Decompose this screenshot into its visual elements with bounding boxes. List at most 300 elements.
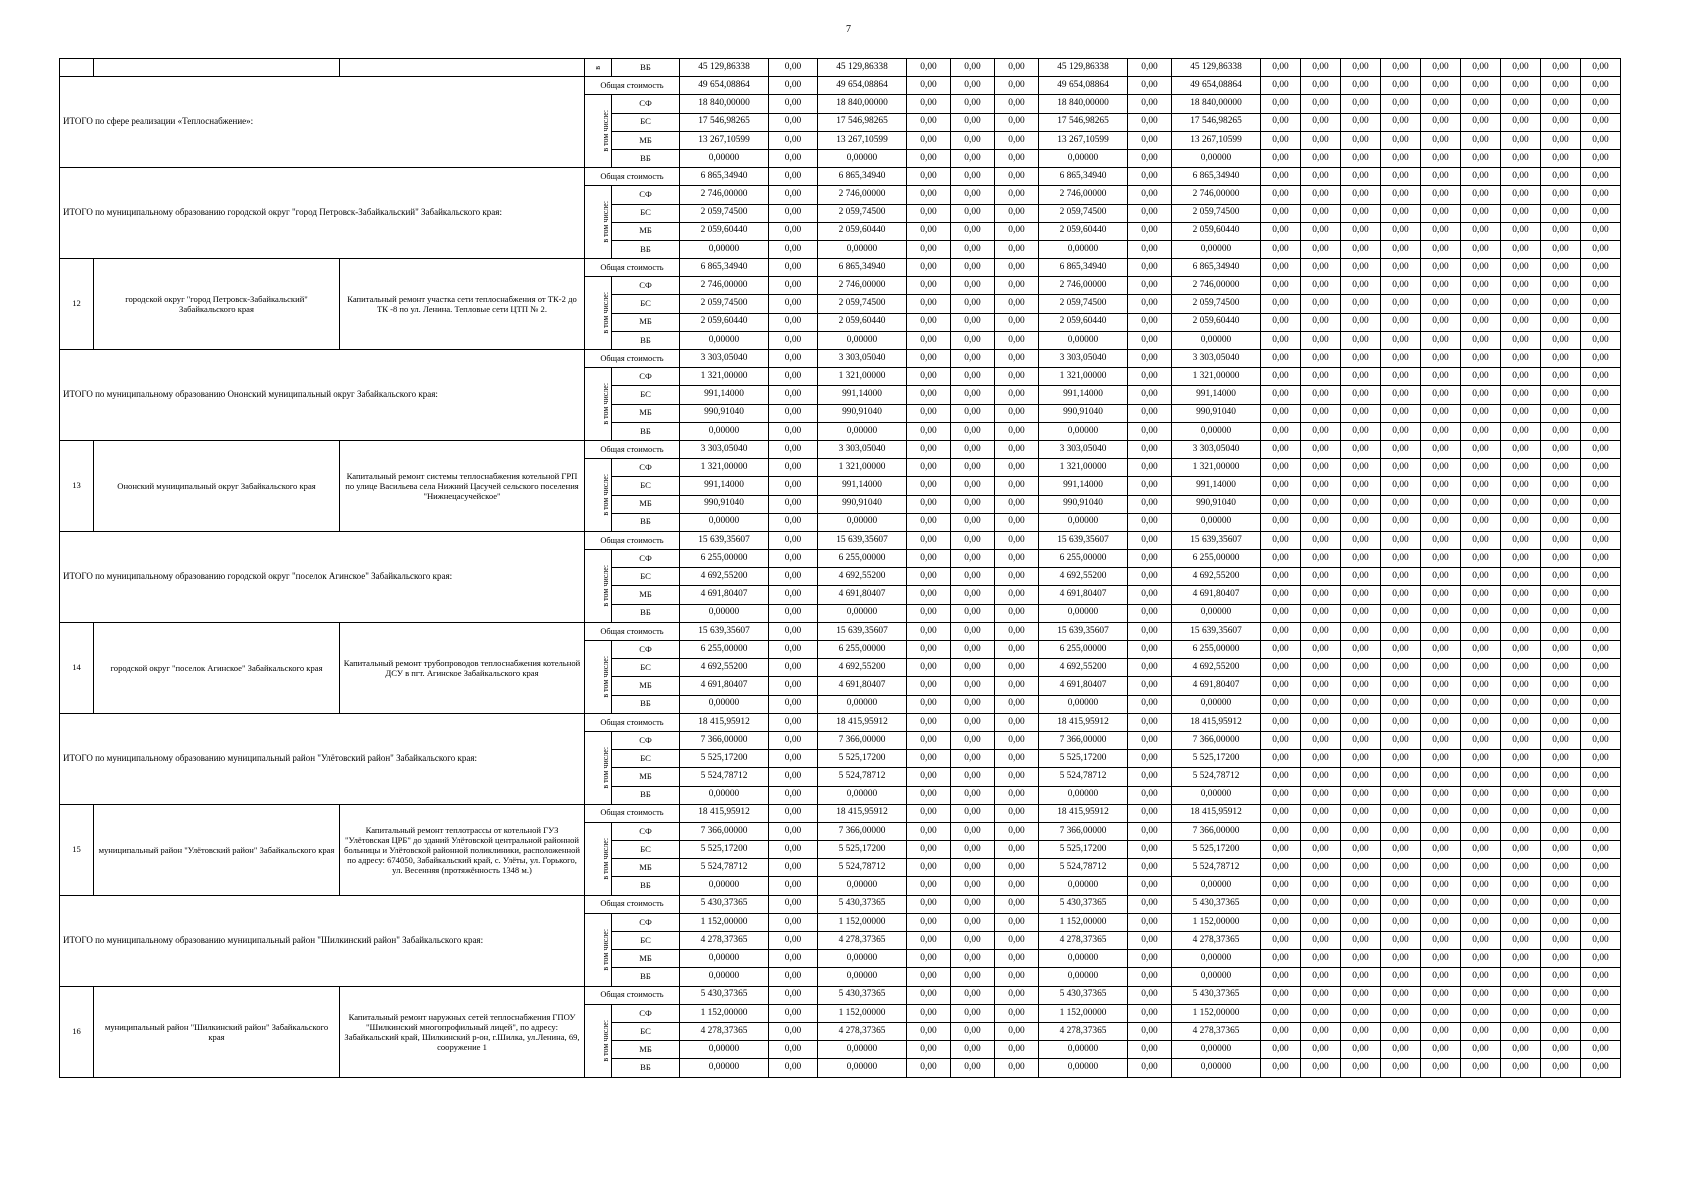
value-cell: 0,00 <box>995 677 1039 695</box>
value-cell: 1 152,00000 <box>680 1004 769 1022</box>
value-cell: 0,00 <box>769 77 818 95</box>
category-cell: ВБ <box>612 877 680 895</box>
value-cell: 2 746,00000 <box>1172 186 1261 204</box>
value-cell: 0,00 <box>1501 913 1541 931</box>
value-cell: 15 639,35607 <box>818 622 907 640</box>
value-cell: 0,00 <box>1128 932 1172 950</box>
vertical-label: в том числе: <box>601 474 611 516</box>
value-cell: 0,00 <box>1541 531 1581 549</box>
value-cell: 0,00 <box>769 568 818 586</box>
value-cell: 0,00 <box>995 186 1039 204</box>
value-cell: 7 366,00000 <box>1039 822 1128 840</box>
value-cell: 0,00 <box>1581 677 1621 695</box>
value-cell: 2 059,74500 <box>818 204 907 222</box>
value-cell: 0,00000 <box>1172 877 1261 895</box>
value-cell: 0,00 <box>1381 368 1421 386</box>
value-cell: 15 639,35607 <box>1172 531 1261 549</box>
value-cell: 0,00 <box>1261 131 1301 149</box>
value-cell: 0,00 <box>1421 113 1461 131</box>
value-cell: 18 840,00000 <box>1172 95 1261 113</box>
table-row <box>60 986 1659 1004</box>
value-cell: 0,00 <box>1421 586 1461 604</box>
value-cell: 0,00 <box>995 822 1039 840</box>
value-cell: 0,00 <box>1461 459 1501 477</box>
value-cell: 2 059,60440 <box>1039 313 1128 331</box>
value-cell: 0,00 <box>769 804 818 822</box>
value-cell: 0,00 <box>769 186 818 204</box>
in-that-number-label <box>585 368 612 441</box>
category-cell: СФ <box>612 822 680 840</box>
value-cell: 0,00 <box>1261 804 1301 822</box>
itogo-title: ИТОГО по муниципальному образованию Ононский муниципальный округ Забайкальского края: <box>60 350 585 441</box>
value-cell: 0,00000 <box>1172 422 1261 440</box>
value-cell: 0,00 <box>1261 877 1301 895</box>
category-cell: БС <box>612 295 680 313</box>
value-cell: 15 639,35607 <box>1039 531 1128 549</box>
value-cell: 0,00000 <box>1172 968 1261 986</box>
value-cell: 0,00 <box>995 204 1039 222</box>
value-cell: 0,00 <box>1541 641 1581 659</box>
value-cell: 0,00 <box>1421 422 1461 440</box>
value-cell: 0,00 <box>1581 804 1621 822</box>
value-cell: 0,00 <box>1301 495 1341 513</box>
value-cell: 5 524,78712 <box>680 768 769 786</box>
value-cell: 0,00 <box>1581 204 1621 222</box>
value-cell: 0,00 <box>1541 822 1581 840</box>
value-cell: 0,00 <box>1261 841 1301 859</box>
value-cell: 0,00000 <box>680 1041 769 1059</box>
value-cell: 0,00 <box>1381 277 1421 295</box>
category-cell: ВБ <box>612 240 680 258</box>
value-cell: 0,00 <box>769 768 818 786</box>
value-cell: 0,00 <box>1501 950 1541 968</box>
value-cell: 0,00 <box>1261 768 1301 786</box>
value-cell: 2 059,60440 <box>1039 222 1128 240</box>
value-cell: 0,00 <box>1341 77 1381 95</box>
value-cell: 0,00 <box>1261 277 1301 295</box>
value-cell: 2 746,00000 <box>818 186 907 204</box>
value-cell: 0,00 <box>1581 295 1621 313</box>
value-cell: 0,00 <box>1261 568 1301 586</box>
category-cell: МБ <box>612 222 680 240</box>
table-row <box>60 59 1659 77</box>
value-cell: 0,00 <box>951 695 995 713</box>
value-cell: 0,00 <box>1128 149 1172 167</box>
value-cell: 0,00 <box>951 240 995 258</box>
value-cell: 0,00 <box>995 59 1039 77</box>
value-cell: 0,00 <box>1261 968 1301 986</box>
value-cell: 0,00 <box>1461 204 1501 222</box>
value-cell: 0,00 <box>907 459 951 477</box>
value-cell: 5 524,78712 <box>818 768 907 786</box>
value-cell: 0,00 <box>951 313 995 331</box>
value-cell: 0,00 <box>995 859 1039 877</box>
value-cell: 0,00 <box>1341 895 1381 913</box>
value-cell: 0,00 <box>907 59 951 77</box>
value-cell: 0,00 <box>1128 531 1172 549</box>
value-cell: 0,00 <box>1341 550 1381 568</box>
value-cell: 0,00 <box>1581 913 1621 931</box>
value-cell: 0,00 <box>1341 986 1381 1004</box>
value-cell: 0,00 <box>1421 804 1461 822</box>
value-cell: 0,00 <box>1381 313 1421 331</box>
category-cell: БС <box>612 204 680 222</box>
number-cell <box>60 59 94 77</box>
value-cell: 0,00 <box>1501 932 1541 950</box>
total-cost-label: Общая стоимость <box>585 440 680 458</box>
value-cell: 4 692,55200 <box>818 568 907 586</box>
category-cell: ВБ <box>612 59 680 77</box>
value-cell: 6 255,00000 <box>680 641 769 659</box>
value-cell: 0,00 <box>1381 986 1421 1004</box>
value-cell: 0,00 <box>1381 568 1421 586</box>
in-that-number-label <box>585 186 612 259</box>
value-cell: 0,00 <box>1421 495 1461 513</box>
value-cell: 0,00 <box>1381 677 1421 695</box>
value-cell: 0,00 <box>907 331 951 349</box>
value-cell: 0,00 <box>1461 586 1501 604</box>
value-cell: 0,00 <box>1501 986 1541 1004</box>
value-cell: 0,00 <box>951 95 995 113</box>
value-cell: 0,00 <box>1381 495 1421 513</box>
itogo-title: ИТОГО по муниципальному образованию городской округ "город Петровск-Забайкальский" Забайкальского края: <box>60 168 585 259</box>
value-cell: 0,00 <box>995 259 1039 277</box>
value-cell: 0,00000 <box>818 604 907 622</box>
value-cell: 0,00 <box>1541 422 1581 440</box>
category-cell: ВБ <box>612 604 680 622</box>
value-cell: 0,00000 <box>1172 331 1261 349</box>
value-cell: 0,00 <box>1261 731 1301 749</box>
value-cell: 1 321,00000 <box>680 459 769 477</box>
value-cell: 0,00 <box>995 986 1039 1004</box>
municipality-name: муниципальный район "Шилкинский район" Забайкальского края <box>94 986 340 1077</box>
value-cell: 0,00 <box>1341 495 1381 513</box>
value-cell: 0,00 <box>1301 368 1341 386</box>
value-cell: 0,00 <box>1341 313 1381 331</box>
value-cell: 0,00 <box>769 1022 818 1040</box>
value-cell: 0,00 <box>1128 986 1172 1004</box>
value-cell: 13 267,10599 <box>1039 131 1128 149</box>
value-cell: 0,00000 <box>1039 149 1128 167</box>
value-cell: 0,00 <box>907 586 951 604</box>
value-cell: 4 692,55200 <box>680 659 769 677</box>
value-cell: 0,00 <box>995 331 1039 349</box>
value-cell: 0,00 <box>1541 913 1581 931</box>
value-cell: 0,00 <box>1301 950 1341 968</box>
value-cell: 17 546,98265 <box>1039 113 1128 131</box>
value-cell: 0,00 <box>769 1004 818 1022</box>
value-cell: 0,00 <box>907 404 951 422</box>
value-cell: 0,00 <box>1421 331 1461 349</box>
value-cell: 0,00 <box>1301 604 1341 622</box>
value-cell: 5 524,78712 <box>1039 768 1128 786</box>
value-cell: 0,00 <box>1301 331 1341 349</box>
value-cell: 0,00 <box>769 822 818 840</box>
value-cell: 0,00 <box>1341 877 1381 895</box>
value-cell: 0,00 <box>1501 786 1541 804</box>
value-cell: 0,00 <box>1461 149 1501 167</box>
value-cell: 0,00 <box>1261 350 1301 368</box>
municipality-name: Ононский муниципальный округ Забайкальского края <box>94 440 340 531</box>
itogo-title: ИТОГО по муниципальному образованию городской округ "поселок Агинское" Забайкальского края: <box>60 531 585 622</box>
value-cell: 1 152,00000 <box>1172 913 1261 931</box>
value-cell: 0,00 <box>1541 932 1581 950</box>
in-that-number-label <box>585 277 612 350</box>
value-cell: 0,00 <box>1541 186 1581 204</box>
row-number: 14 <box>60 622 94 713</box>
value-cell: 0,00 <box>1381 531 1421 549</box>
value-cell: 0,00 <box>1421 932 1461 950</box>
value-cell: 0,00 <box>1541 131 1581 149</box>
value-cell: 0,00 <box>1541 313 1581 331</box>
value-cell: 0,00 <box>1128 1004 1172 1022</box>
value-cell: 0,00 <box>1301 204 1341 222</box>
value-cell: 0,00 <box>995 1059 1039 1077</box>
value-cell: 2 746,00000 <box>1039 277 1128 295</box>
value-cell: 6 865,34940 <box>1172 259 1261 277</box>
total-cost-label: Общая стоимость <box>585 259 680 277</box>
value-cell: 0,00 <box>1301 259 1341 277</box>
value-cell: 0,00 <box>907 77 951 95</box>
value-cell: 0,00000 <box>818 877 907 895</box>
value-cell: 7 366,00000 <box>818 822 907 840</box>
value-cell: 0,00 <box>1128 568 1172 586</box>
value-cell: 0,00 <box>1501 77 1541 95</box>
value-cell: 0,00 <box>1301 695 1341 713</box>
value-cell: 0,00 <box>1128 659 1172 677</box>
value-cell: 0,00 <box>951 131 995 149</box>
value-cell: 0,00 <box>995 531 1039 549</box>
category-cell: БС <box>612 113 680 131</box>
value-cell: 0,00 <box>1341 368 1381 386</box>
value-cell: 0,00 <box>1301 113 1341 131</box>
value-cell: 0,00 <box>1341 1041 1381 1059</box>
value-cell: 0,00 <box>1301 440 1341 458</box>
value-cell: 0,00 <box>1541 895 1581 913</box>
value-cell: 0,00 <box>951 750 995 768</box>
value-cell: 0,00000 <box>1172 240 1261 258</box>
value-cell: 0,00 <box>1421 313 1461 331</box>
value-cell: 0,00 <box>1581 222 1621 240</box>
value-cell: 0,00 <box>1541 950 1581 968</box>
value-cell: 0,00 <box>1421 677 1461 695</box>
category-cell: МБ <box>612 131 680 149</box>
value-cell: 0,00 <box>1581 1059 1621 1077</box>
value-cell: 0,00 <box>1381 841 1421 859</box>
value-cell: 0,00 <box>769 59 818 77</box>
value-cell: 0,00 <box>995 168 1039 186</box>
value-cell: 0,00 <box>907 913 951 931</box>
value-cell: 1 152,00000 <box>1039 913 1128 931</box>
value-cell: 3 303,05040 <box>1172 440 1261 458</box>
value-cell: 5 430,37365 <box>1172 986 1261 1004</box>
value-cell: 0,00 <box>769 731 818 749</box>
value-cell: 0,00 <box>995 495 1039 513</box>
value-cell: 4 692,55200 <box>1039 568 1128 586</box>
value-cell: 6 255,00000 <box>1039 641 1128 659</box>
value-cell: 0,00 <box>1381 713 1421 731</box>
value-cell: 0,00 <box>1501 1004 1541 1022</box>
value-cell: 0,00 <box>1461 986 1501 1004</box>
value-cell: 0,00 <box>1301 841 1341 859</box>
value-cell: 0,00 <box>769 713 818 731</box>
value-cell: 0,00 <box>1501 1041 1541 1059</box>
value-cell: 0,00 <box>1501 440 1541 458</box>
value-cell: 0,00 <box>1341 204 1381 222</box>
value-cell: 5 430,37365 <box>1172 895 1261 913</box>
value-cell: 0,00 <box>1381 386 1421 404</box>
value-cell: 0,00 <box>951 932 995 950</box>
value-cell: 990,91040 <box>1039 495 1128 513</box>
value-cell: 0,00 <box>1381 731 1421 749</box>
value-cell: 0,00 <box>1421 1059 1461 1077</box>
value-cell: 0,00 <box>1381 1059 1421 1077</box>
value-cell: 0,00 <box>1128 440 1172 458</box>
value-cell: 0,00 <box>1128 550 1172 568</box>
value-cell: 0,00 <box>1501 313 1541 331</box>
table-row <box>60 531 1659 549</box>
value-cell: 0,00 <box>995 295 1039 313</box>
value-cell: 0,00 <box>1461 513 1501 531</box>
value-cell: 2 059,74500 <box>1039 204 1128 222</box>
value-cell: 0,00 <box>1261 295 1301 313</box>
value-cell: 0,00000 <box>680 877 769 895</box>
value-cell: 0,00 <box>1301 1059 1341 1077</box>
value-cell: 0,00000 <box>1172 1059 1261 1077</box>
value-cell: 0,00 <box>769 386 818 404</box>
value-cell: 0,00 <box>1421 895 1461 913</box>
value-cell: 0,00000 <box>1172 1041 1261 1059</box>
value-cell: 0,00 <box>1461 59 1501 77</box>
value-cell: 0,00 <box>1541 568 1581 586</box>
value-cell: 0,00 <box>1461 368 1501 386</box>
value-cell: 0,00000 <box>818 695 907 713</box>
value-cell: 0,00 <box>769 841 818 859</box>
value-cell: 0,00000 <box>680 604 769 622</box>
vertical-label: в том числе: <box>601 837 611 880</box>
value-cell: 0,00 <box>769 750 818 768</box>
value-cell: 0,00 <box>1581 822 1621 840</box>
value-cell: 0,00 <box>1341 713 1381 731</box>
value-cell: 0,00 <box>769 968 818 986</box>
value-cell: 0,00 <box>769 1059 818 1077</box>
value-cell: 0,00 <box>1501 622 1541 640</box>
value-cell: 0,00 <box>1301 768 1341 786</box>
value-cell: 0,00 <box>1541 750 1581 768</box>
value-cell: 0,00 <box>1341 386 1381 404</box>
value-cell: 1 152,00000 <box>680 913 769 931</box>
value-cell: 0,00 <box>1301 477 1341 495</box>
value-cell: 0,00 <box>907 604 951 622</box>
value-cell: 0,00000 <box>1039 240 1128 258</box>
category-cell: СФ <box>612 641 680 659</box>
value-cell: 0,00 <box>1301 622 1341 640</box>
value-cell: 0,00 <box>1501 386 1541 404</box>
value-cell: 0,00 <box>1381 968 1421 986</box>
value-cell: 0,00 <box>1461 168 1501 186</box>
value-cell: 0,00 <box>1581 1004 1621 1022</box>
value-cell: 0,00 <box>1128 277 1172 295</box>
object-name: Капитальный ремонт теплотрассы от котельной ГУЗ "Улётовская ЦРБ" до зданий Улётовской центральной районной больницы и Улётовской районной поликлиники, расположенной по адресу: 674050, Забайкальский край, с. Улёты, ул. Горького, ул. Весенняя (протяжённость 1348 м.) <box>340 804 585 895</box>
value-cell: 0,00 <box>1461 422 1501 440</box>
value-cell: 0,00 <box>1381 1004 1421 1022</box>
value-cell: 0,00 <box>1341 240 1381 258</box>
category-cell: ВБ <box>612 1059 680 1077</box>
category-cell: СФ <box>612 459 680 477</box>
value-cell: 6 255,00000 <box>680 550 769 568</box>
value-cell: 0,00 <box>951 404 995 422</box>
value-cell: 0,00 <box>769 331 818 349</box>
value-cell: 0,00 <box>1261 913 1301 931</box>
table-row <box>60 895 1659 913</box>
value-cell: 0,00 <box>1541 1004 1581 1022</box>
value-cell: 0,00 <box>907 513 951 531</box>
value-cell: 0,00 <box>1541 1059 1581 1077</box>
value-cell: 13 267,10599 <box>1172 131 1261 149</box>
value-cell: 0,00 <box>1461 477 1501 495</box>
value-cell: 0,00 <box>1301 1004 1341 1022</box>
value-cell: 0,00 <box>1461 186 1501 204</box>
value-cell: 0,00 <box>995 950 1039 968</box>
value-cell: 0,00 <box>995 768 1039 786</box>
value-cell: 0,00 <box>1461 768 1501 786</box>
value-cell: 0,00 <box>1461 131 1501 149</box>
value-cell: 2 059,74500 <box>680 204 769 222</box>
category-cell: БС <box>612 477 680 495</box>
value-cell: 18 840,00000 <box>818 95 907 113</box>
value-cell: 5 430,37365 <box>1039 986 1128 1004</box>
value-cell: 5 524,78712 <box>818 859 907 877</box>
value-cell: 6 865,34940 <box>1039 259 1128 277</box>
value-cell: 0,00 <box>1301 713 1341 731</box>
value-cell: 0,00 <box>769 113 818 131</box>
value-cell: 0,00 <box>1581 622 1621 640</box>
value-cell: 45 129,86338 <box>818 59 907 77</box>
value-cell: 15 639,35607 <box>680 622 769 640</box>
value-cell: 0,00 <box>1421 986 1461 1004</box>
value-cell: 0,00 <box>951 1004 995 1022</box>
value-cell: 7 366,00000 <box>680 731 769 749</box>
value-cell: 0,00 <box>769 259 818 277</box>
value-cell: 0,00 <box>769 295 818 313</box>
value-cell: 0,00 <box>769 950 818 968</box>
value-cell: 0,00 <box>769 786 818 804</box>
value-cell: 18 415,95912 <box>1172 713 1261 731</box>
value-cell: 0,00 <box>1541 604 1581 622</box>
value-cell: 0,00 <box>1128 313 1172 331</box>
value-cell: 0,00 <box>1341 513 1381 531</box>
row-number: 12 <box>60 259 94 350</box>
value-cell: 0,00 <box>951 768 995 786</box>
value-cell: 5 524,78712 <box>1172 768 1261 786</box>
value-cell: 0,00 <box>951 913 995 931</box>
value-cell: 7 366,00000 <box>1172 822 1261 840</box>
value-cell: 0,00 <box>1541 331 1581 349</box>
value-cell: 0,00 <box>1581 986 1621 1004</box>
value-cell: 0,00000 <box>680 950 769 968</box>
value-cell: 0,00 <box>1341 822 1381 840</box>
category-cell: МБ <box>612 677 680 695</box>
value-cell: 0,00 <box>1341 1022 1381 1040</box>
value-cell: 0,00 <box>1341 950 1381 968</box>
value-cell: 0,00 <box>1381 550 1421 568</box>
value-cell: 0,00 <box>1301 350 1341 368</box>
value-cell: 0,00 <box>1541 295 1581 313</box>
value-cell: 0,00 <box>1261 932 1301 950</box>
value-cell: 0,00 <box>1541 149 1581 167</box>
value-cell: 0,00 <box>1341 604 1381 622</box>
value-cell: 0,00 <box>1381 477 1421 495</box>
